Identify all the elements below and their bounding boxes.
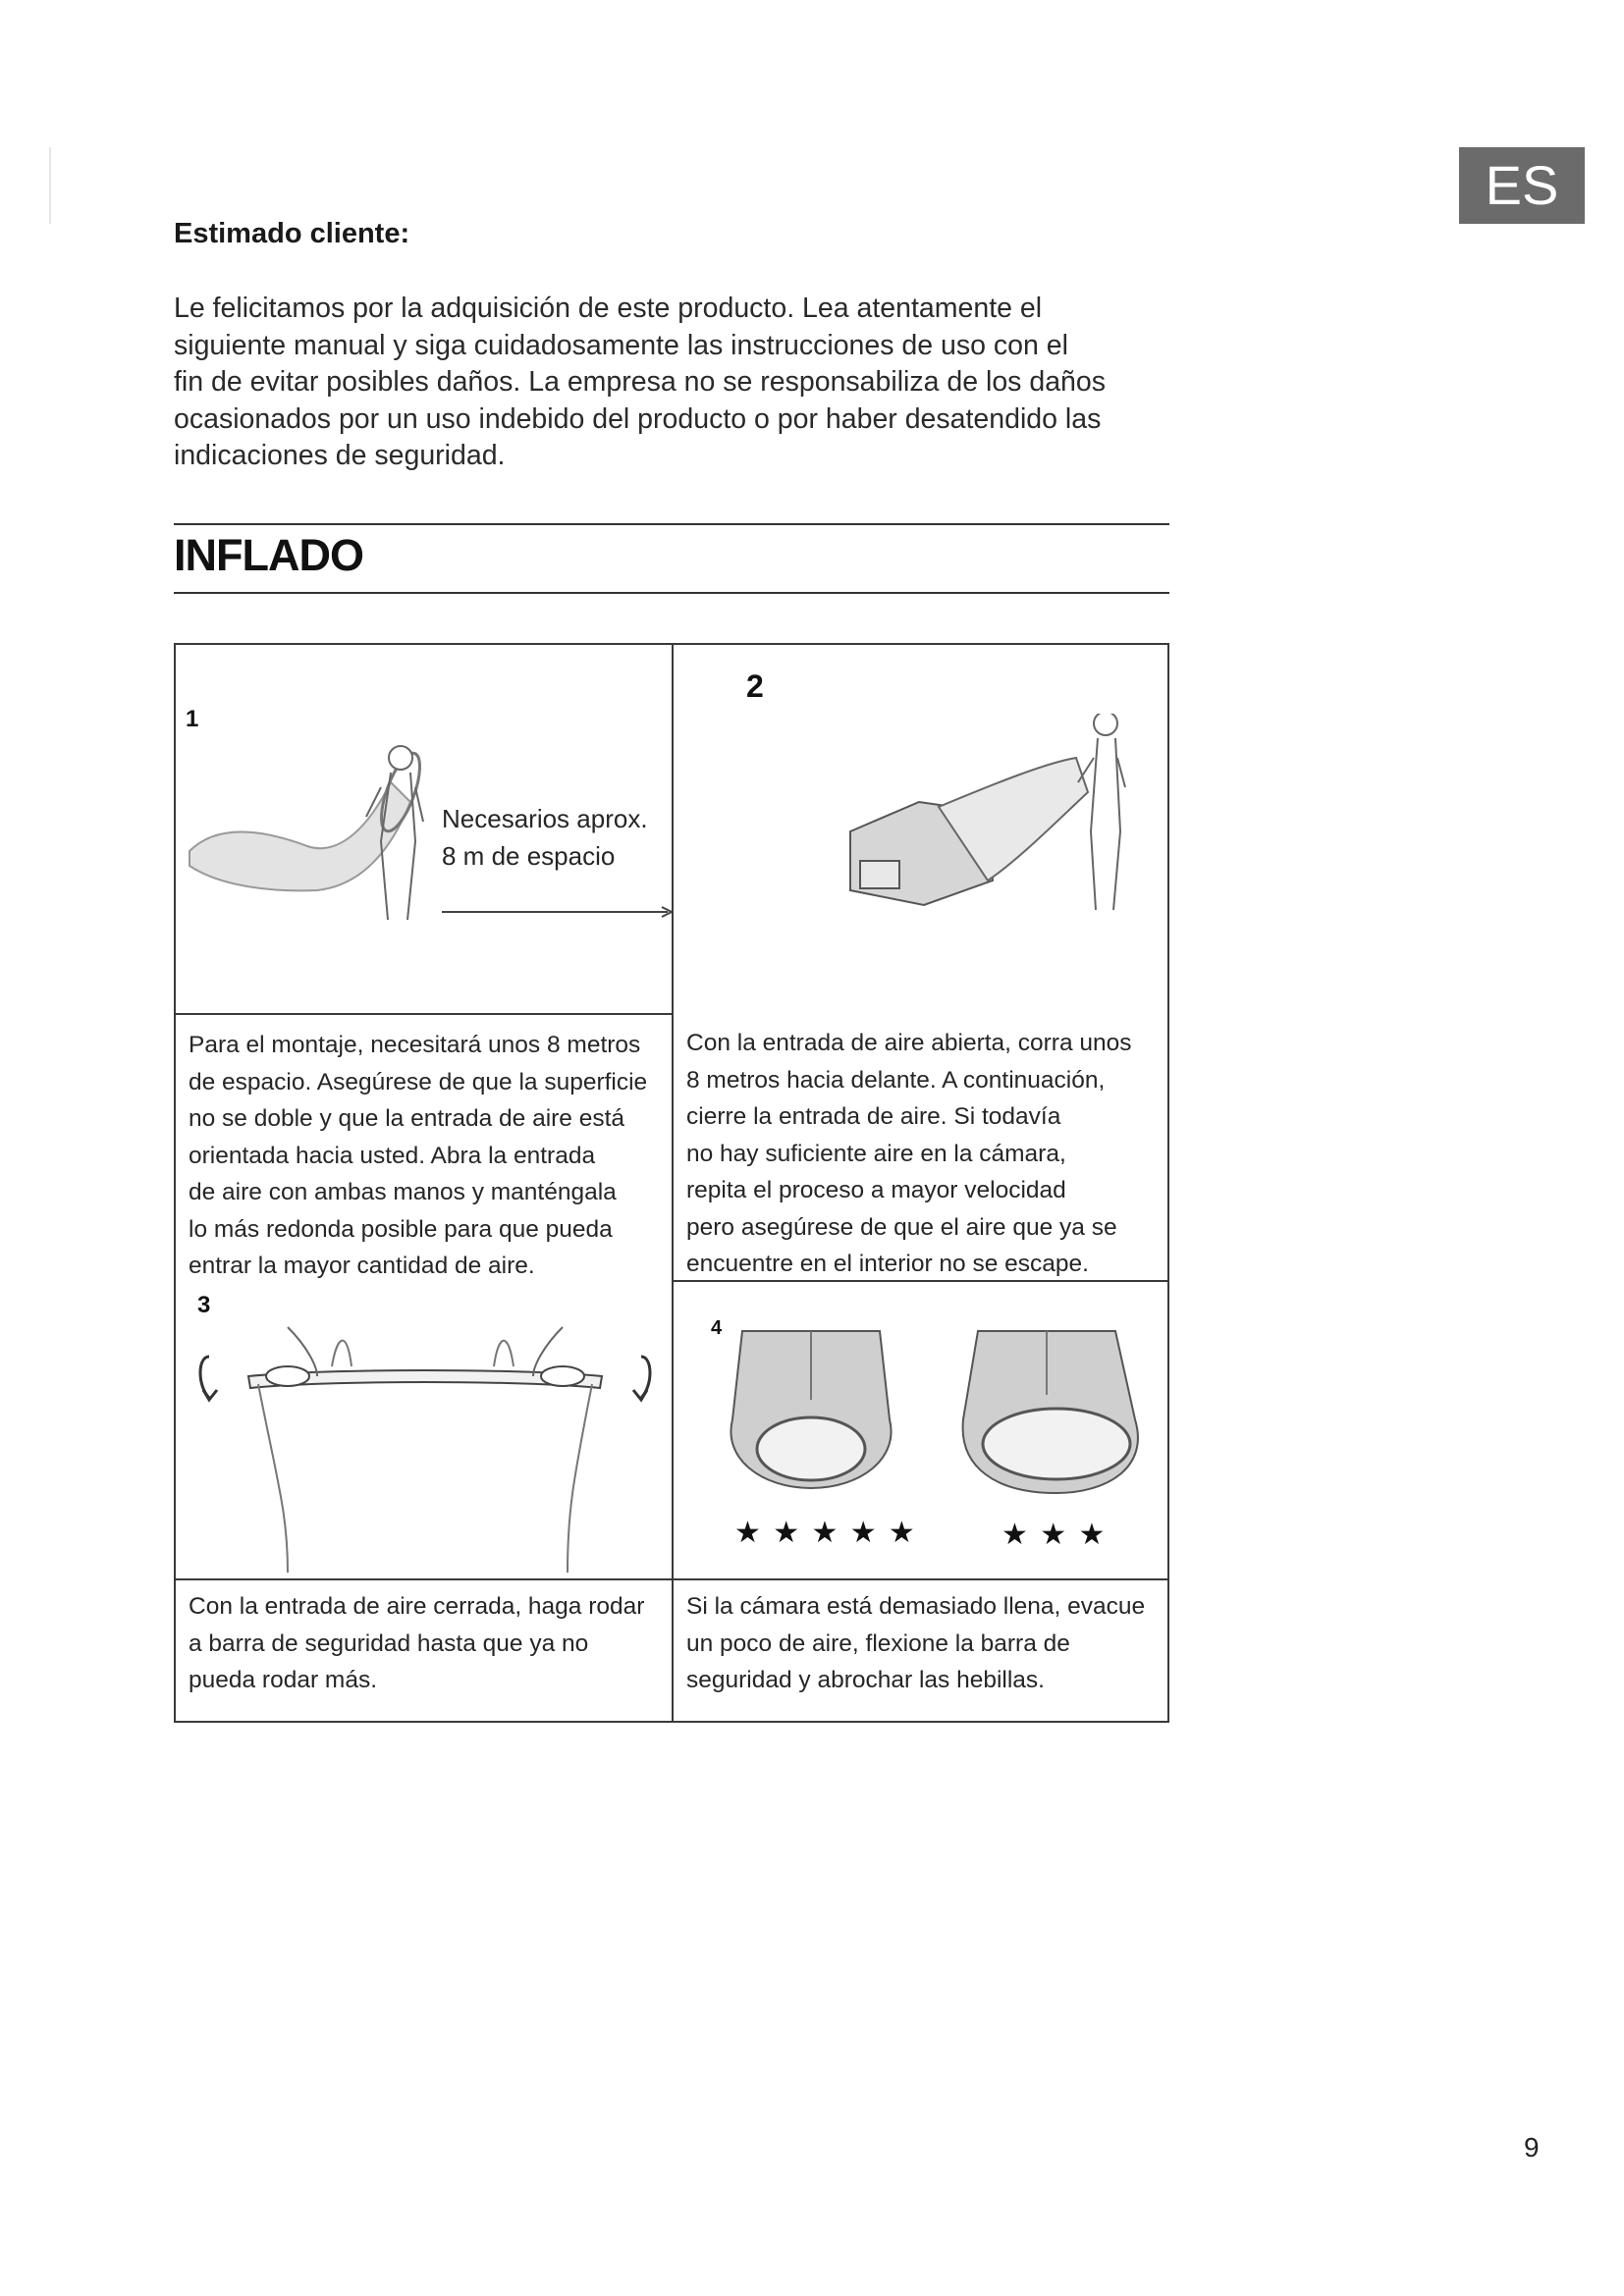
space-note xyxy=(442,800,648,875)
step-1-description xyxy=(189,1027,662,1285)
section-rule-top xyxy=(174,523,1169,525)
instruction-grid xyxy=(174,643,1169,1723)
step-4-description xyxy=(686,1588,1158,1699)
language-badge: ES xyxy=(1459,147,1585,224)
arrow-right-icon xyxy=(442,902,677,922)
text-line: Con la entrada de aire abierta, corra unos xyxy=(686,1030,1132,1056)
text-line: repita el proceso a mayor velocidad xyxy=(686,1177,1066,1203)
text-line: Si la cámara está demasiado llena, evacue xyxy=(686,1593,1146,1620)
page-number: 9 xyxy=(1524,2132,1540,2163)
text-line: Para el montaje, necesitará unos 8 metros xyxy=(189,1032,641,1058)
text-line: un poco de aire, flexione la barra de xyxy=(686,1629,1070,1657)
text-line: no hay suficiente aire en la cámara, xyxy=(686,1140,1066,1167)
step-3-description xyxy=(189,1588,662,1699)
intro-line: siguiente manual y siga cuidadosamente las instrucciones de uso con el xyxy=(174,329,1068,361)
text-line: pero asegúrese de que el aire que ya se xyxy=(686,1213,1117,1241)
step-3-illustration xyxy=(180,1288,671,1573)
text-line: de aire con ambas manos y manténgala xyxy=(189,1179,617,1205)
step-1-image-cell xyxy=(174,643,674,1015)
text-line: cierre la entrada de aire. Si todavía xyxy=(686,1103,1061,1130)
intro-line: Le felicitamos por la adquisición de este producto. Lea atentamente el xyxy=(174,293,1043,324)
text-line: a barra de seguridad hasta que ya no xyxy=(189,1629,589,1657)
space-note-line: Necesarios aprox. xyxy=(442,804,648,833)
text-line: entrar la mayor cantidad de aire. xyxy=(189,1253,535,1279)
text-line: no se doble y que la entrada de aire está xyxy=(189,1105,625,1132)
margin-rule xyxy=(49,147,51,224)
step-2-number: 2 xyxy=(746,668,764,704)
intro-line: ocasionados por un uso indebido del producto o por haber desatendido las xyxy=(174,402,1102,435)
greeting-heading: Estimado cliente: xyxy=(174,218,410,249)
section-rule-bottom xyxy=(174,592,1169,594)
step-4-text-cell xyxy=(672,1578,1169,1723)
step-1-number: 1 xyxy=(186,706,199,732)
step-1-illustration xyxy=(180,723,435,949)
text-line: Con la entrada de aire cerrada, haga rodar xyxy=(189,1593,645,1620)
text-line: lo más redonda posible para que pueda xyxy=(189,1215,613,1243)
intro-line: fin de evitar posibles daños. La empresa no se responsabiliza de los daños xyxy=(174,366,1107,398)
text-line: pueda rodar más. xyxy=(189,1667,378,1693)
rating-five-stars: ★ ★ ★ ★ ★ xyxy=(734,1517,917,1549)
text-line: orientada hacia usted. Abra la entrada xyxy=(189,1142,596,1169)
step-1-text-cell xyxy=(174,1013,674,1282)
text-line: encuentre en el interior no se escape. xyxy=(686,1251,1089,1277)
rating-three-stars: ★ ★ ★ xyxy=(1001,1519,1108,1551)
space-note-line: 8 m de espacio xyxy=(442,841,616,871)
section-title: INFLADO xyxy=(174,530,363,580)
intro-paragraph xyxy=(174,291,1175,475)
text-line: seguridad y abrochar las hebillas. xyxy=(686,1667,1045,1693)
step-2-text-cell xyxy=(672,1013,1169,1282)
step-4-number: 4 xyxy=(711,1317,723,1339)
step-2-illustration xyxy=(831,714,1155,939)
step-2-description xyxy=(686,1025,1158,1283)
text-line: 8 metros hacia delante. A continuación, xyxy=(686,1066,1106,1094)
step-3-number: 3 xyxy=(197,1292,211,1318)
step-4-illustration xyxy=(703,1311,1164,1527)
step-3-text-cell xyxy=(174,1578,674,1723)
step-4-image-cell xyxy=(672,1280,1169,1580)
intro-line: indicaciones de seguridad. xyxy=(174,440,506,471)
step-3-image-cell xyxy=(174,1280,674,1580)
text-line: de espacio. Asegúrese de que la superficie xyxy=(189,1068,648,1095)
step-2-image-cell xyxy=(672,643,1169,1015)
